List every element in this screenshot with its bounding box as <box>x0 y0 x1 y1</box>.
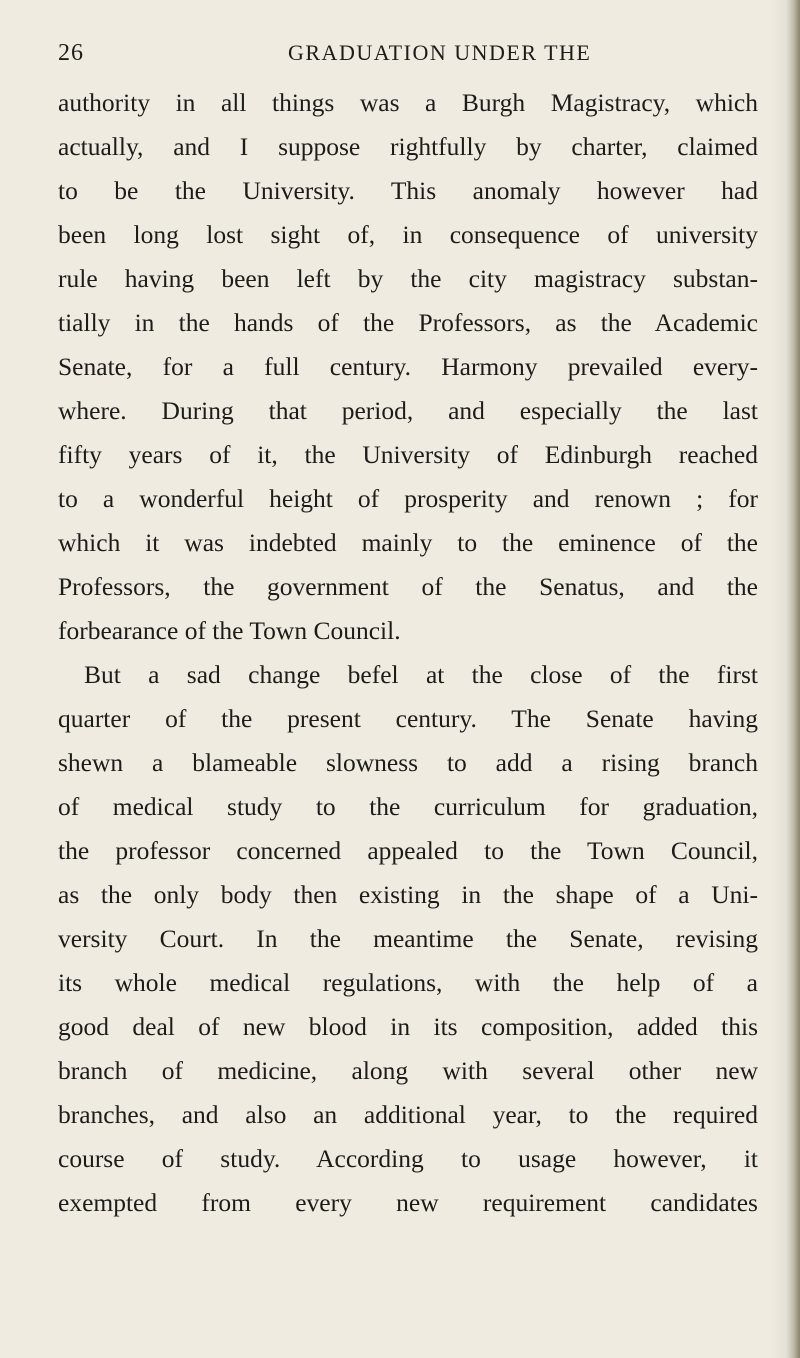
running-head: GRADUATION UNDER THE <box>288 40 592 65</box>
text-line: where. During that period, and especially the last <box>58 396 758 425</box>
text-line: tially in the hands of the Professors, as the Academic <box>58 308 758 337</box>
text-line: which it was indebted mainly to the eminence of the <box>58 528 758 557</box>
text-line: actually, and I suppose rightfully by charter, claimed <box>58 132 758 161</box>
text-line: fifty years of it, the University of Edinburgh reached <box>58 440 758 469</box>
text-line: been long lost sight of, in consequence of university <box>58 220 758 249</box>
text-line: forbearance of the Town Council. <box>58 616 401 645</box>
paragraph-1 <box>58 81 758 653</box>
body-text <box>58 81 758 1225</box>
text-line: branches, and also an additional year, to the required <box>58 1100 758 1129</box>
text-line: as the only body then existing in the shape of a Uni- <box>58 880 758 909</box>
text-line: to a wonderful height of prosperity and renown ; for <box>58 484 758 513</box>
text-line: rule having been left by the city magistracy substan- <box>58 264 758 293</box>
text-line: course of study. According to usage however, it <box>58 1144 758 1173</box>
text-line: branch of medicine, along with several other new <box>58 1056 758 1085</box>
page-number: 26 <box>58 40 84 66</box>
text-line: authority in all things was a Burgh Magistracy, which <box>58 88 758 117</box>
text-line: exempted from every new requirement candidates <box>58 1188 758 1217</box>
text-line: Senate, for a full century. Harmony prevailed every- <box>58 352 758 381</box>
text-line: Professors, the government of the Senatus, and the <box>58 572 758 601</box>
text-line: versity Court. In the meantime the Senate, revising <box>58 924 758 953</box>
paragraph-2 <box>58 653 758 1225</box>
text-line: But a sad change befel at the close of the first <box>84 660 758 689</box>
text-line: to be the University. This anomaly however had <box>58 176 758 205</box>
page-edge-shadow <box>786 0 800 1358</box>
text-line: its whole medical regulations, with the help of a <box>58 968 758 997</box>
text-line: shewn a blameable slowness to add a rising branch <box>58 748 758 777</box>
text-line: quarter of the present century. The Senate having <box>58 704 758 733</box>
text-line: good deal of new blood in its composition, added this <box>58 1012 758 1041</box>
page-header <box>58 38 758 68</box>
text-line: the professor concerned appealed to the Town Council, <box>58 836 758 865</box>
text-line: of medical study to the curriculum for graduation, <box>58 792 758 821</box>
